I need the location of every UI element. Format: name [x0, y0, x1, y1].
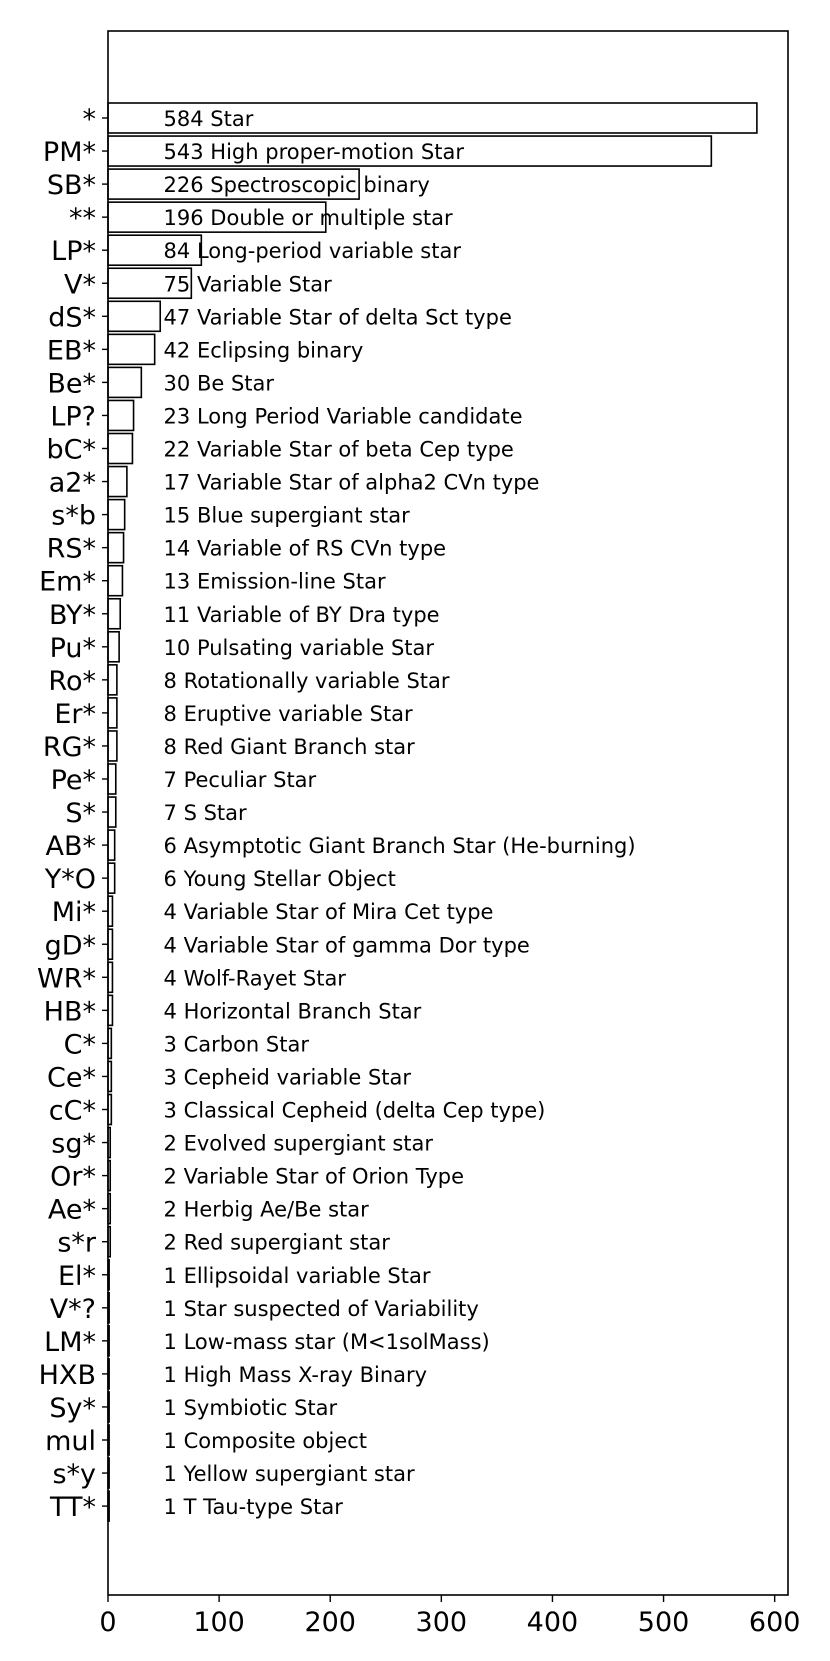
- x-tick-label: 100: [193, 1607, 245, 1638]
- bar-label: 4 Horizontal Branch Star: [163, 999, 422, 1024]
- y-tick-label: PM*: [42, 137, 96, 169]
- y-tick-label: V*: [64, 269, 96, 301]
- bar: [108, 533, 124, 563]
- bar-label: 1 Low-mass star (M<1solMass): [163, 1329, 490, 1354]
- y-tick-label: Ro*: [48, 665, 96, 697]
- bar-label: 2 Red supergiant star: [163, 1230, 390, 1255]
- y-tick-label: Er*: [54, 698, 96, 730]
- y-tick-label: Mi*: [51, 897, 96, 929]
- bar-label: 543 High proper-motion Star: [163, 140, 465, 165]
- y-tick-label: BY*: [48, 599, 96, 631]
- y-tick-label: LP*: [51, 236, 96, 268]
- x-tick-label: 600: [748, 1607, 801, 1638]
- bar-label: 1 Ellipsoidal variable Star: [163, 1263, 431, 1288]
- bar-label: 22 Variable Star of beta Cep type: [163, 437, 514, 462]
- bar-label: 7 S Star: [163, 801, 247, 826]
- bar: [108, 334, 155, 364]
- y-tick-label: EB*: [46, 335, 96, 367]
- bar-label: 196 Double or multiple star: [163, 206, 453, 231]
- y-tick-label: RG*: [42, 731, 96, 763]
- bar-label: 10 Pulsating variable Star: [163, 635, 435, 660]
- y-tick-label: V*?: [49, 1293, 96, 1325]
- y-tick-label: S*: [65, 798, 96, 830]
- bar-label: 584 Star: [163, 107, 254, 131]
- bar-label: 23 Long Period Variable candidate: [163, 404, 523, 429]
- bar: [108, 566, 122, 596]
- y-tick-label: Pe*: [50, 765, 96, 796]
- y-tick-label: gD*: [44, 930, 96, 962]
- bar: [108, 731, 117, 761]
- bar-label: 1 Symbiotic Star: [163, 1395, 338, 1420]
- bar-label: 14 Variable of RS CVn type: [163, 536, 447, 561]
- y-tick-label: HB*: [43, 996, 96, 1028]
- y-tick-label: Sy*: [49, 1392, 96, 1424]
- x-tick-label: 0: [99, 1607, 117, 1638]
- y-tick-label: mul: [45, 1426, 96, 1457]
- y-tick-label: C*: [63, 1029, 96, 1061]
- bar-label: 75 Variable Star: [163, 272, 332, 297]
- y-tick-label: sg*: [51, 1128, 96, 1160]
- y-tick-label: LP?: [50, 401, 96, 433]
- y-tick-label: cC*: [48, 1095, 96, 1127]
- bar-label: 8 Rotationally variable Star: [163, 668, 450, 693]
- bar-label: 6 Asymptotic Giant Branch Star (He-burning): [163, 834, 636, 859]
- bar-label: 42 Eclipsing binary: [163, 338, 364, 363]
- y-tick-label: a2*: [48, 467, 96, 499]
- y-tick-label: Or*: [50, 1161, 96, 1193]
- bar-label: 3 Cepheid variable Star: [163, 1065, 412, 1090]
- bar: [108, 632, 119, 662]
- y-tick-label: LM*: [44, 1326, 96, 1358]
- y-tick-label: Be*: [47, 368, 96, 400]
- y-tick-label: s*b: [51, 500, 96, 532]
- bar: [108, 599, 120, 629]
- bar: [108, 863, 115, 893]
- y-tick-label: RS*: [46, 533, 96, 565]
- bar-label: 6 Young Stellar Object: [163, 867, 396, 892]
- bar: [108, 367, 141, 397]
- x-tick-label: 400: [526, 1607, 579, 1638]
- y-tick-label: El*: [57, 1260, 96, 1292]
- bar-label: 1 Composite object: [163, 1429, 368, 1453]
- y-tick-label: bC*: [46, 434, 96, 466]
- bar-label: 11 Variable of BY Dra type: [163, 602, 440, 627]
- y-tick-label: Pu*: [49, 632, 96, 664]
- bar: [108, 698, 117, 728]
- bar-label: 17 Variable Star of alpha2 CVn type: [163, 470, 540, 495]
- bar-label: 226 Spectroscopic binary: [163, 173, 430, 198]
- bar-label: 13 Emission-line Star: [163, 569, 386, 594]
- y-tick-label: AB*: [45, 831, 96, 863]
- bar: [108, 434, 132, 464]
- bar-label: 84 Long-period variable star: [163, 239, 461, 264]
- y-tick-label: s*y: [52, 1459, 96, 1491]
- bar-label: 3 Classical Cepheid (delta Cep type): [163, 1098, 546, 1123]
- x-tick-label: 200: [304, 1607, 356, 1638]
- y-tick-label: Ae*: [47, 1194, 96, 1226]
- y-tick-label: HXB: [38, 1359, 96, 1391]
- bar: [108, 797, 116, 827]
- bar-label: 1 High Mass X-ray Binary: [163, 1362, 428, 1387]
- y-tick-label: SB*: [46, 170, 96, 202]
- bar-label: 4 Variable Star of Mira Cet type: [163, 900, 494, 925]
- bar-label: 7 Peculiar Star: [163, 768, 317, 792]
- y-tick-label: TT*: [49, 1492, 96, 1524]
- bar-label: 47 Variable Star of delta Sct type: [163, 305, 512, 330]
- x-tick-label: 500: [637, 1607, 690, 1638]
- y-tick-label: s*r: [57, 1227, 96, 1259]
- y-tick-label: Y*O: [44, 864, 96, 896]
- bar-label: 2 Evolved supergiant star: [163, 1131, 434, 1156]
- bar-label: 1 Yellow supergiant star: [163, 1462, 415, 1487]
- bar-label: 15 Blue supergiant star: [163, 503, 410, 528]
- y-tick-label: dS*: [48, 302, 96, 334]
- bar-label: 30 Be Star: [163, 371, 275, 396]
- y-tick-label: **: [69, 203, 96, 235]
- bar: [108, 301, 160, 331]
- bar-label: 4 Variable Star of gamma Dor type: [163, 933, 530, 958]
- bar-label: 8 Red Giant Branch star: [163, 734, 415, 759]
- y-tick-label: *: [82, 104, 96, 135]
- bar-label: 8 Eruptive variable Star: [163, 701, 413, 726]
- y-tick-label: Em*: [39, 566, 96, 598]
- y-tick-label: Ce*: [47, 1062, 96, 1094]
- bar: [108, 830, 115, 860]
- bar: [108, 467, 127, 497]
- bar: [108, 665, 117, 695]
- bar-label: 1 T Tau-type Star: [163, 1495, 343, 1520]
- x-tick-label: 300: [415, 1607, 468, 1638]
- bar-label: 1 Star suspected of Variability: [163, 1296, 479, 1321]
- bar-label: 2 Herbig Ae/Be star: [163, 1197, 369, 1222]
- bar: [108, 764, 116, 794]
- bar: [108, 500, 125, 530]
- bar-label: 3 Carbon Star: [163, 1032, 309, 1057]
- bar-label: 4 Wolf-Rayet Star: [163, 966, 346, 991]
- bar: [108, 400, 134, 430]
- bar-label: 2 Variable Star of Orion Type: [163, 1164, 465, 1189]
- y-tick-label: WR*: [37, 963, 96, 995]
